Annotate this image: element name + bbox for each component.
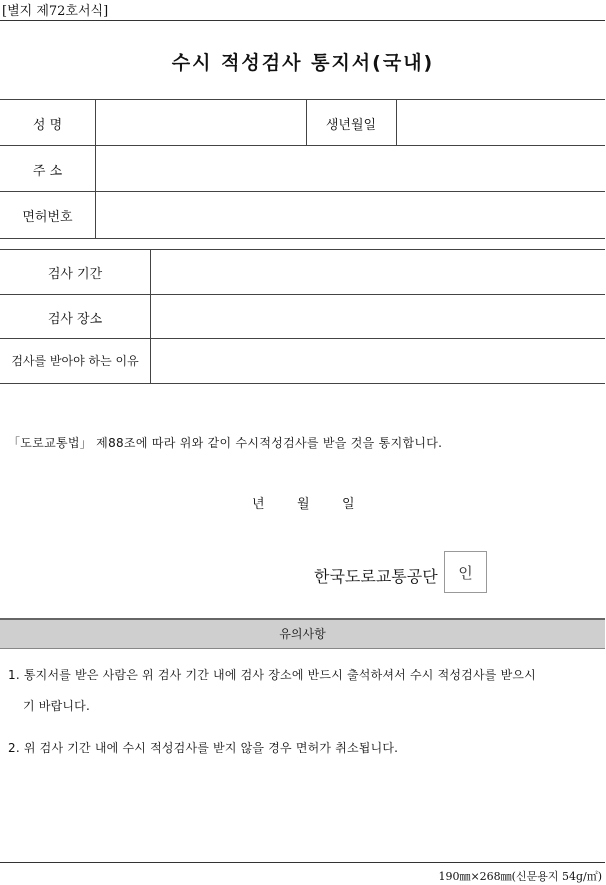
seal-box: 인 [444, 551, 487, 593]
notes-heading: 유의사항 [0, 618, 605, 649]
exam-place-label: 검사 장소 [47, 312, 103, 327]
name-label: 성 명 [32, 118, 63, 133]
name-field[interactable] [96, 100, 306, 145]
form-title: 수시 적성검사 통지서(국내) [171, 52, 435, 74]
address-label: 주 소 [32, 164, 63, 179]
date-day: 일 [342, 497, 355, 512]
exam-period-field[interactable] [151, 250, 605, 294]
date-month: 월 [297, 497, 310, 512]
address-field[interactable] [96, 146, 605, 191]
form-number: [별지 제72호서식] [2, 4, 109, 19]
paper-spec: 190㎜×268㎜(신문용지 54g/㎡) [438, 870, 602, 883]
date-year: 년 [252, 497, 265, 512]
note-item-1-continued: 기 바랍니다. [23, 699, 90, 713]
notice-statement: 「도로교통법」 제88조에 따라 위와 같이 수시적성검사를 받을 것을 통지합니다. [8, 436, 443, 450]
note-item-1: 1. 통지서를 받은 사람은 위 검사 기간 내에 검사 장소에 반드시 출석하셔서 수시 적성검사를 받으시 [8, 668, 536, 682]
license-number-label: 면허번호 [22, 210, 73, 225]
birth-date-label: 생년월일 [325, 118, 377, 133]
exam-reason-label: 검사를 받아야 하는 이유 [11, 354, 139, 368]
note-item-2: 2. 위 검사 기간 내에 수시 적성검사를 받지 않을 경우 면허가 취소됩니다. [8, 741, 399, 755]
exam-place-field[interactable] [151, 295, 605, 338]
issuer-name: 한국도로교통공단 [314, 567, 438, 586]
exam-reason-field[interactable] [151, 339, 605, 383]
license-number-field[interactable] [96, 192, 605, 238]
exam-period-label: 검사 기간 [47, 267, 103, 282]
birth-date-field[interactable] [397, 100, 605, 145]
